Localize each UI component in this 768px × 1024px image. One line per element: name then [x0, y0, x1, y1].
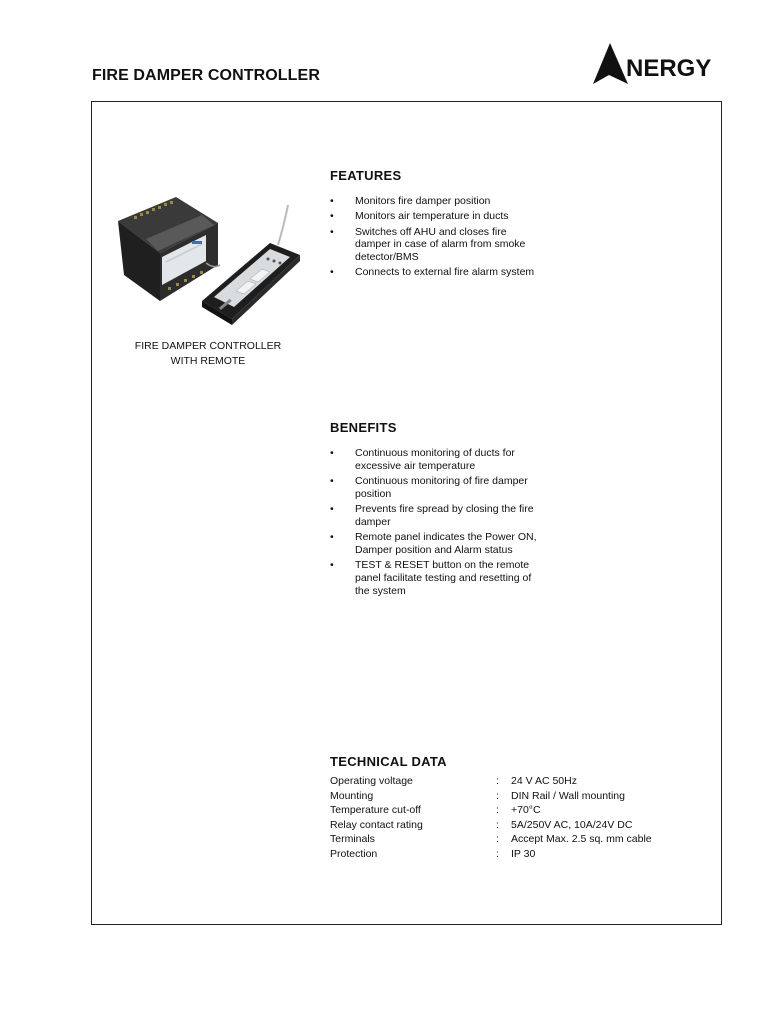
- list-item: • Monitors fire damper position: [330, 195, 491, 207]
- table-row: [330, 804, 652, 819]
- bullet-icon: •: [330, 210, 334, 223]
- product-image: [110, 183, 310, 333]
- technical-heading: TECHNICAL DATA: [330, 754, 447, 769]
- benefits-list: [330, 447, 545, 600]
- spec-separator: :: [496, 847, 499, 860]
- bullet-icon: •: [330, 531, 334, 544]
- technical-data-table: [330, 775, 652, 863]
- spec-label: Mounting: [330, 789, 374, 802]
- list-item: • Continuous monitoring of ducts for excessive air temperature: [330, 447, 515, 472]
- spec-separator: :: [496, 804, 499, 817]
- figure-caption: [118, 339, 298, 369]
- features-heading: FEATURES: [330, 168, 402, 183]
- bullet-icon: •: [330, 475, 334, 488]
- caption-line: FIRE DAMPER CONTROLLER: [134, 340, 282, 352]
- bullet-icon: •: [330, 266, 334, 279]
- table-row: [330, 833, 652, 848]
- list-item: • Monitors air temperature in ducts: [330, 210, 509, 223]
- spec-value: IP 30: [511, 847, 536, 860]
- spec-value: +70°C: [511, 804, 541, 817]
- list-item: • Remote panel indicates the Power ON, Damper position and Alarm status: [330, 531, 537, 557]
- bullet-icon: •: [330, 195, 334, 207]
- spec-separator: :: [496, 818, 499, 831]
- list-item: • Switches off AHU and closes fire damper in case of alarm from smoke detector/BMS: [330, 225, 526, 264]
- benefits-heading: BENEFITS: [330, 420, 397, 435]
- table-row: [330, 775, 652, 790]
- spec-value: Accept Max. 2.5 sq. mm cable: [511, 833, 652, 846]
- spec-value: 24 V AC 50Hz: [511, 775, 577, 787]
- features-list: [330, 195, 545, 282]
- spec-label: Terminals: [330, 833, 375, 846]
- logo-wordmark: NERGY: [626, 55, 712, 82]
- spec-separator: :: [496, 789, 499, 802]
- table-row: [330, 819, 652, 834]
- table-row: [330, 848, 652, 863]
- spec-separator: :: [496, 775, 499, 787]
- bullet-icon: •: [330, 559, 334, 572]
- list-item: • TEST & RESET button on the remote panel facilitate testing and resetting of the system: [330, 559, 532, 597]
- spec-label: Operating voltage: [330, 775, 413, 787]
- spec-label: Relay contact rating: [330, 818, 423, 831]
- caption-line: WITH REMOTE: [170, 355, 246, 367]
- spec-label: Temperature cut-off: [330, 804, 421, 817]
- list-item: • Connects to external fire alarm system: [330, 266, 535, 279]
- page-title: FIRE DAMPER CONTROLLER: [92, 67, 320, 84]
- controller-unit-icon: [118, 197, 220, 301]
- bullet-icon: •: [330, 225, 334, 238]
- spec-value: 5A/250V AC, 10A/24V DC: [511, 818, 633, 831]
- brand-logo: [590, 42, 725, 86]
- table-row: [330, 790, 652, 805]
- list-item: • Continuous monitoring of fire damper position: [330, 475, 528, 500]
- bullet-icon: •: [330, 447, 334, 459]
- spec-value: DIN Rail / Wall mounting: [511, 789, 625, 802]
- bullet-icon: •: [330, 503, 334, 516]
- list-item: • Prevents fire spread by closing the fire damper: [330, 503, 534, 528]
- spec-separator: :: [496, 833, 499, 846]
- spec-label: Protection: [330, 847, 378, 860]
